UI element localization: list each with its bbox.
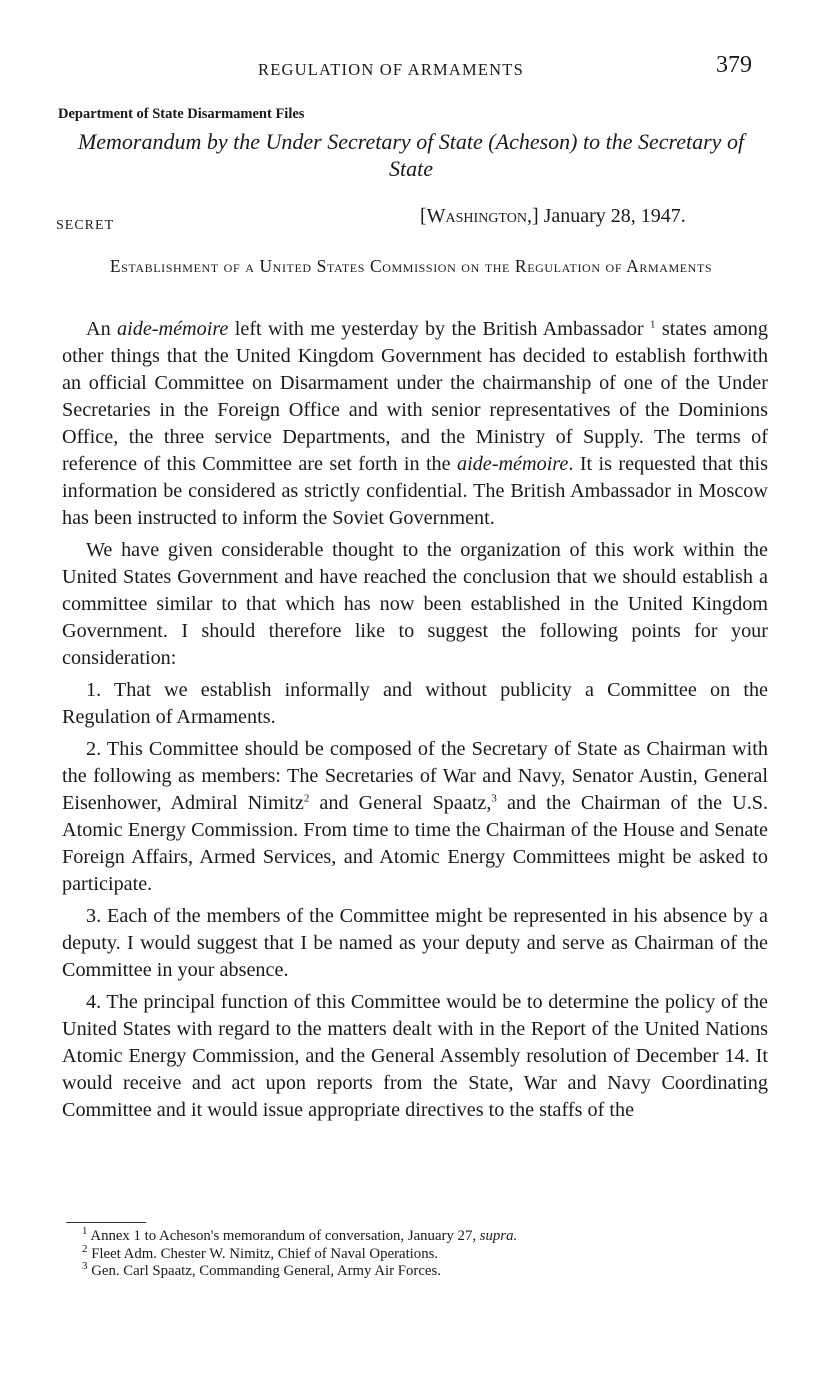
paragraph-point-3: 3. Each of the members of the Committee might be represented in his absence by a deputy. I would suggest that I be named as your deputy and serve as Chairman of the Committee in your absence. (62, 905, 768, 981)
paragraph-point-2-text-b: and General Spaatz, (309, 792, 492, 814)
paragraph-point-2-text-a: 2. This Committee should be composed of the Secretary of State as Chairman with the following as members: The Secretaries of War and Navy, Senator Austin, General Eisenhower, Admiral Nimitz (62, 738, 768, 814)
dateline-date: January 28, 1947. (543, 205, 686, 227)
dateline-place: [Washington,] (420, 205, 539, 227)
footnote-ref-1: 1 (650, 318, 656, 331)
paragraph-point-4: 4. The principal function of this Committee would be to determine the policy of the United States with regard to the matters dealt with in the Report of the United Nations Atomic Energy Commission, and the General Assembly resolution of December 14. It would receive and act upon reports from the State, War and Navy Coordinating Committee and it would issue appropriate directives to the staffs of the (62, 991, 768, 1121)
paragraph-1 (62, 316, 768, 532)
page-number: 379 (716, 52, 752, 78)
running-header-title: REGULATION OF ARMAMENTS (258, 60, 524, 79)
memo-title: Memorandum by the Under Secretary of State (Acheson) to the Secretary of State (77, 129, 745, 181)
footnote-1-text: Annex 1 to Acheson's memorandum of conversation, January 27, (87, 1228, 480, 1244)
footnote-3-text: Gen. Carl Spaatz, Commanding General, Army Air Forces. (87, 1263, 441, 1279)
footnote-2-number: 2 (82, 1242, 88, 1255)
dateline (420, 205, 686, 228)
footnote-ref-3: 3 (491, 792, 497, 805)
footnote-1-italic: supra. (479, 1228, 518, 1244)
footnote-3 (82, 1260, 517, 1281)
footnote-divider (66, 1222, 146, 1223)
paragraph-point-2 (62, 736, 768, 898)
footnotes (82, 1225, 518, 1281)
source-line: Department of State Disarmament Files (58, 106, 305, 122)
paragraph-1-text-b: left with me yesterday by the British Ambassador (228, 318, 644, 340)
footnote-2 (82, 1242, 517, 1264)
memo-body (62, 316, 768, 1129)
paragraph-point-1: 1. That we establish informally and without publicity a Committee on the Regulation of Armaments. (62, 679, 768, 728)
classification-marking: SECRET (56, 218, 115, 233)
footnote-ref-2: 2 (303, 792, 310, 805)
footnote-1 (82, 1225, 518, 1246)
paragraph-point-2-text-c: and the Chairman of the U.S. Atomic Energy Commission. From time to time the Chairman of the House and Senate Foreign Affairs, Armed Services, and Atomic Energy Committees might be asked to participate. (62, 792, 769, 895)
footnote-1-number: 1 (82, 1225, 88, 1238)
paragraph-2: We have given considerable thought to the organization of this work within the United States Government and have reached the conclusion that we should establish a committee similar to that which has now been established in the United Kingdom Government. I should therefore like to suggest the following points for your consideration: (62, 539, 768, 669)
paragraph-1-italic-aide-memoire-2: aide-mémoire (457, 453, 569, 475)
paragraph-1-text-d: . It is requested that this information be considered as strictly confidential. The British Ambassador in Moscow has been instructed to inform the Soviet Government. (62, 453, 768, 529)
paragraph-1-text-a: An (86, 318, 118, 340)
paragraph-1-text-c: states among other things that the United Kingdom Government has decided to establish forthwith an official Committee on Disarmament under the chairmanship of one of the Under Secretaries in the Foreign Office and with senior representatives of the Dominions Office, the three service Departments, and the Ministry of Supply. The terms of reference of this Committee are set forth in the (62, 318, 768, 475)
subject-heading: Establishment of a United States Commission on the Regulation of Armaments (109, 256, 713, 276)
paragraph-1-italic-aide-memoire: aide-mémoire (117, 318, 229, 340)
footnote-3-number: 3 (82, 1260, 88, 1273)
footnote-2-text: Fleet Adm. Chester W. Nimitz, Chief of Naval Operations. (87, 1245, 439, 1262)
